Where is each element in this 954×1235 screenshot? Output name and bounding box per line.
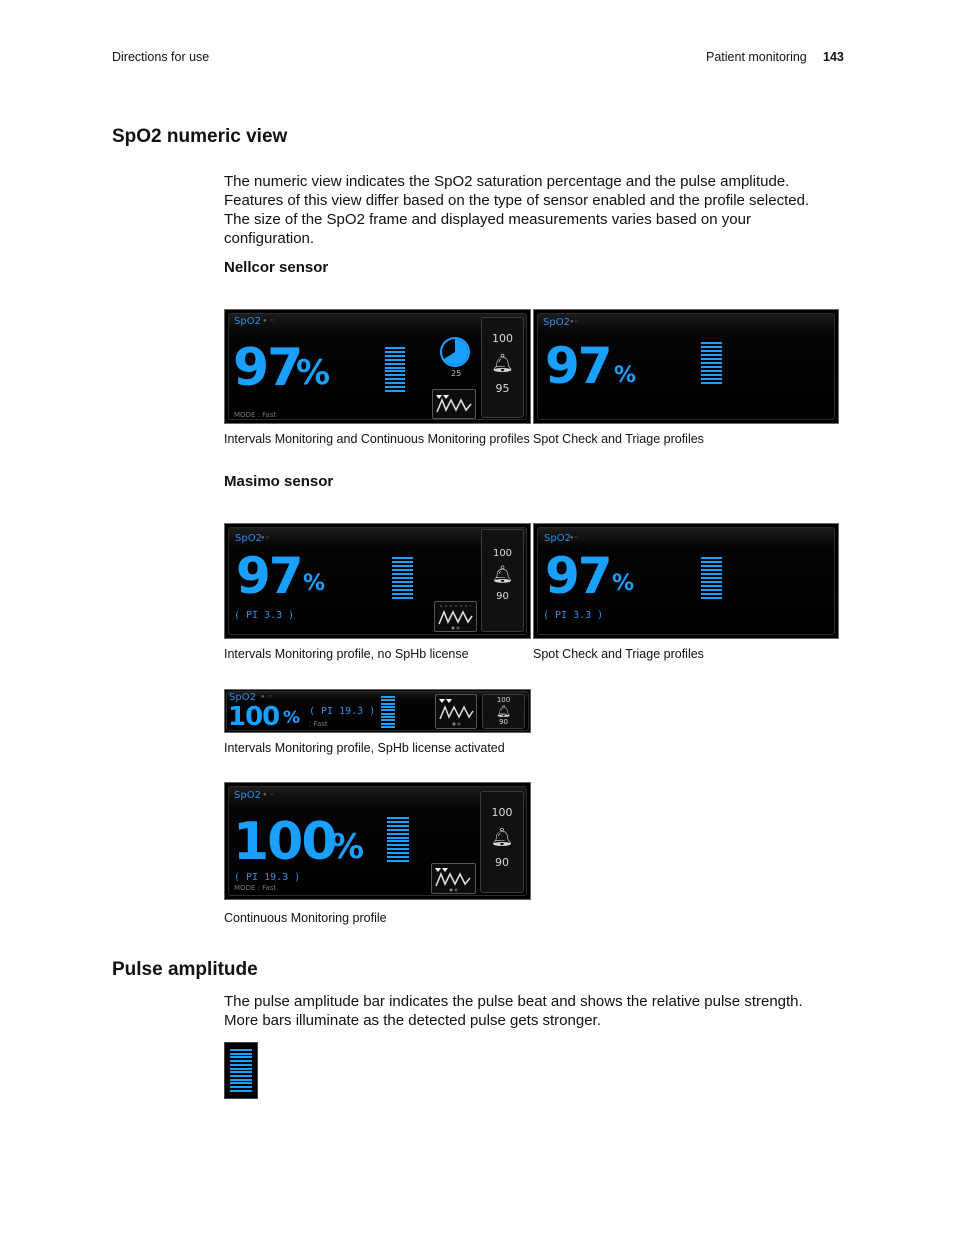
mode-label: MODE : Fast: [234, 411, 277, 419]
percent-unit: %: [330, 827, 365, 867]
spo2-label: SpO2: [229, 692, 256, 703]
alarm-limits-button[interactable]: [482, 694, 525, 729]
alarm-high-limit: 100: [491, 806, 513, 819]
perfusion-index: ( PI 3.3 ): [543, 610, 604, 621]
intro-paragraph: [224, 172, 844, 248]
waveform-icon: [435, 602, 476, 631]
pulse-amplitude-bar: [381, 696, 395, 728]
spo2-value: 100: [228, 702, 280, 732]
spo2-value: 100: [233, 812, 336, 872]
caption: Intervals Monitoring profile, SpHb license activated: [224, 741, 505, 755]
alarm-high-limit: 100: [496, 696, 511, 704]
alarm-low-limit: 95: [495, 382, 510, 395]
waveform-icon: [432, 864, 475, 893]
spo2-value: 97: [233, 338, 302, 398]
nellcor-spo2-panel-spotcheck[interactable]: [533, 309, 839, 424]
spo2-label: SpO2: [234, 790, 261, 801]
spo2-label: SpO2: [235, 533, 262, 544]
pulse-amplitude-bar: [392, 557, 413, 599]
bell-icon: 🔔︎: [491, 565, 514, 585]
caption: Intervals Monitoring profile, no SpHb license: [224, 647, 469, 661]
pulse-amplitude-bar: [701, 342, 722, 384]
mode-label: : Fast: [309, 720, 328, 728]
status-dots-icon: ●○: [570, 319, 580, 325]
pulse-amplitude-bar: [701, 557, 722, 599]
bell-icon: 🔔︎: [490, 827, 514, 848]
bell-icon: 🔔︎: [495, 704, 512, 718]
alarm-limits-button[interactable]: [480, 791, 524, 893]
pulse-amplitude-bar: [385, 347, 405, 392]
caption: Spot Check and Triage profiles: [533, 432, 704, 446]
perfusion-index: ( PI 19.3 ): [234, 872, 301, 883]
perfusion-index: ( PI 19.3 ): [309, 706, 376, 717]
masimo-spo2-panel-continuous[interactable]: [224, 782, 531, 900]
waveform-icon: [436, 695, 476, 728]
section-title-pulse-amplitude: Pulse amplitude: [112, 959, 258, 980]
caption: Intervals Monitoring and Continuous Monitoring profiles: [224, 432, 530, 446]
caption: Spot Check and Triage profiles: [533, 647, 704, 661]
mode-label: MODE : Fast: [234, 884, 277, 892]
nellcor-spo2-panel-intervals[interactable]: [224, 309, 531, 424]
waveform-button[interactable]: [432, 389, 476, 419]
masimo-heading: Masimo sensor: [224, 473, 334, 490]
percent-unit: %: [283, 708, 301, 728]
alarm-limits-button[interactable]: [481, 529, 524, 632]
pulse-amplitude-bar: [387, 817, 409, 862]
percent-unit: %: [612, 571, 635, 596]
running-header-left: Directions for use: [112, 50, 210, 64]
status-dots-icon: ●○: [261, 535, 271, 541]
masimo-spo2-panel-intervals[interactable]: [224, 523, 531, 639]
alarm-limits-button[interactable]: [481, 317, 524, 418]
spo2-label: SpO2: [234, 316, 261, 327]
percent-unit: %: [614, 363, 637, 388]
pulse-paragraph: [224, 992, 844, 1030]
paragraph-line: More bars illuminate as the detected pulse gets stronger.: [224, 1012, 601, 1029]
alarm-low-limit: 90: [496, 591, 509, 602]
spo2-value: 97: [545, 547, 611, 605]
masimo-spo2-panel-compact[interactable]: [224, 689, 531, 733]
spo2-label: SpO2: [544, 533, 571, 544]
percent-unit: %: [296, 353, 331, 393]
timer-icon[interactable]: [439, 336, 471, 368]
waveform-icon: [433, 390, 475, 418]
spo2-label: SpO2: [543, 317, 570, 328]
alarm-high-limit: 100: [492, 332, 513, 345]
section-title-spo2-numeric-view: SpO2 numeric view: [112, 126, 288, 147]
paragraph-line: The size of the SpO2 frame and displayed measurements varies based on your: [224, 211, 751, 228]
alarm-low-limit: 90: [499, 718, 508, 726]
spo2-value: 97: [545, 337, 611, 395]
alarm-high-limit: 100: [492, 548, 513, 559]
status-dots-icon: ● ○: [263, 792, 275, 798]
alarm-low-limit: 90: [495, 856, 509, 869]
paragraph-line: The numeric view indicates the SpO2 saturation percentage and the pulse amplitude.: [224, 173, 790, 190]
status-dots-icon: ●○: [570, 535, 580, 541]
spo2-value: 97: [236, 547, 302, 605]
waveform-button[interactable]: [435, 694, 477, 729]
status-dots-icon: ● ○: [263, 318, 275, 324]
timer-value: 25: [451, 369, 462, 378]
percent-unit: %: [303, 571, 326, 596]
masimo-spo2-panel-spotcheck[interactable]: [533, 523, 839, 639]
waveform-button[interactable]: [431, 863, 476, 894]
caption: Continuous Monitoring profile: [224, 911, 387, 925]
pulse-amplitude-bar: [230, 1049, 252, 1092]
paragraph-line: Features of this view differ based on the type of sensor enabled and the profile selected.: [224, 192, 810, 209]
paragraph-line: The pulse amplitude bar indicates the pulse beat and shows the relative pulse strength.: [224, 993, 803, 1010]
running-header-section: Patient monitoring: [706, 50, 807, 64]
waveform-button[interactable]: [434, 601, 477, 632]
pulse-amplitude-bar-example: [224, 1042, 258, 1099]
paragraph-line: configuration.: [224, 230, 315, 247]
perfusion-index: ( PI 3.3 ): [234, 610, 295, 621]
status-dots-icon: ● ○: [261, 694, 273, 700]
bell-icon: 🔔︎: [491, 353, 514, 374]
page-number: 143: [823, 50, 844, 64]
nellcor-heading: Nellcor sensor: [224, 259, 329, 276]
